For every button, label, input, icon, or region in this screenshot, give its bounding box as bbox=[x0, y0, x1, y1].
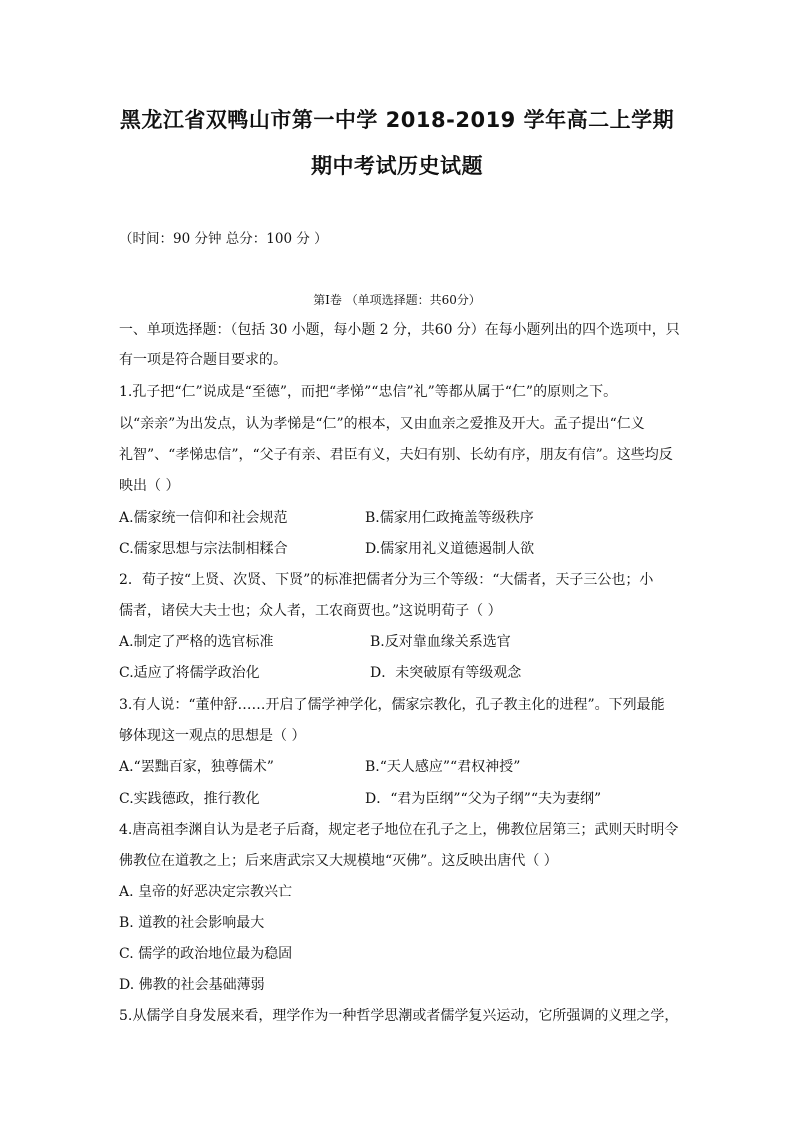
question-2-option-d: D．未突破原有等级观念 bbox=[370, 665, 522, 681]
question-2-option-c: C.适应了将儒学政治化 bbox=[119, 665, 260, 681]
question-4-stem: 4.唐高祖李渊自认为是老子后裔，规定老子地位在孔子之上，佛教位居第三；武则天时明令 bbox=[119, 822, 679, 838]
question-1-option-c: C.儒家思想与宗法制相糅合 bbox=[119, 541, 288, 557]
question-2-stem: 2．荀子按“上贤、次贤、下贤”的标准把儒者分为三个等级：“大儒者，天子三公也；小 bbox=[119, 572, 654, 588]
question-1-stem: 礼智”、“孝悌忠信”，“父子有亲、君臣有义，夫妇有别、长幼有序，朋友有信”。这些均反 bbox=[119, 447, 673, 463]
question-2-stem: 儒者，诸侯大夫士也；众人者，工农商贾也。”这说明荀子（ ） bbox=[119, 603, 502, 619]
instructions-line: 一、单项选择题：（包括 30 小题，每小题 2 分，共60 分）在每小题列出的四个选项中，只 bbox=[119, 322, 680, 338]
question-4-option-d: D. 佛教的社会基础薄弱 bbox=[119, 977, 265, 993]
question-3-option-d: D．“君为臣纲”“父为子纲”“夫为妻纲” bbox=[365, 791, 602, 807]
exam-title-line2: 期中考试历史试题 bbox=[311, 154, 483, 178]
question-3-option-b: B.“天人感应”“君权神授” bbox=[365, 759, 521, 775]
question-1-stem: 映出（ ） bbox=[119, 478, 180, 494]
instructions-line: 有一项是符合题目要求的。 bbox=[119, 352, 287, 368]
question-1-option-b: B.儒家用仁政掩盖等级秩序 bbox=[365, 510, 534, 526]
question-1-stem: 1.孔子把“仁”说成是“至德”，而把“孝悌”“忠信”礼”等都从属于“仁”的原则之下。 bbox=[119, 384, 618, 400]
section-title: 第Ⅰ卷 （单项选择题：共60分） bbox=[313, 293, 481, 307]
question-4-option-c: C. 儒学的政治地位最为稳固 bbox=[119, 946, 293, 962]
question-3-stem: 够体现这一观点的思想是（ ） bbox=[119, 728, 306, 744]
question-1-option-d: D.儒家用礼义道德遏制人欲 bbox=[365, 541, 535, 557]
question-4-stem: 佛教位在道教之上；后来唐武宗又大规模地“灭佛”。这反映出唐代（ ） bbox=[119, 853, 558, 869]
question-4-option-b: B. 道教的社会影响最大 bbox=[119, 915, 265, 931]
question-1-option-a: A.儒家统一信仰和社会规范 bbox=[119, 510, 288, 526]
exam-meta: （时间：90 分钟 总分：100 分 ） bbox=[119, 231, 328, 247]
question-3-stem: 3.有人说：“董仲舒……开启了儒学神学化，儒家宗教化，孔子教主化的进程”。下列最能 bbox=[119, 697, 665, 713]
question-2-option-a: A.制定了严格的选官标准 bbox=[119, 634, 274, 650]
exam-title-line1: 黑龙江省双鸭山市第一中学 2018-2019 学年高二上学期 bbox=[119, 108, 675, 132]
question-3-option-c: C.实践德政，推行教化 bbox=[119, 791, 260, 807]
question-4-option-a: A. 皇帝的好恶决定宗教兴亡 bbox=[119, 884, 293, 900]
question-2-option-b: B.反对靠血缘关系选官 bbox=[370, 634, 511, 650]
question-3-option-a: A.“罢黜百家，独尊儒术” bbox=[119, 759, 274, 775]
question-5-stem: 5.从儒学自身发展来看，理学作为一种哲学思潮或者儒学复兴运动，它所强调的义理之学， bbox=[119, 1008, 679, 1024]
question-1-stem: 以“亲亲”为出发点，认为孝悌是“仁”的根本，又由血亲之爱推及开大。孟子提出“仁义 bbox=[119, 416, 645, 432]
